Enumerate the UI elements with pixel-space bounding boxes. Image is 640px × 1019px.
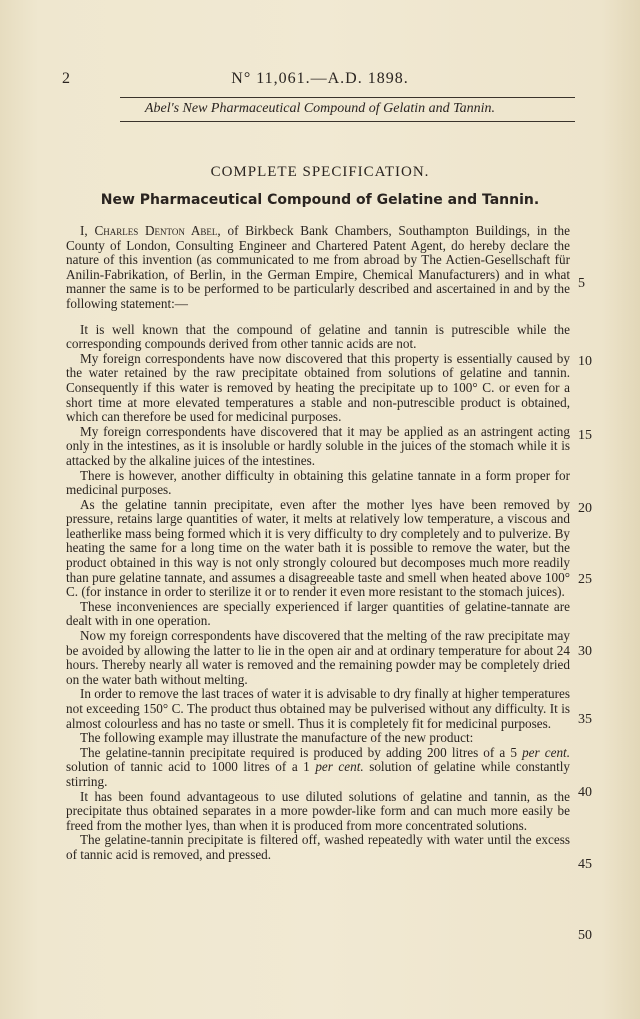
paragraph-5: There is however, another difficulty in obtaining this gelatine tannate in a form proper for medicinal purposes. xyxy=(66,467,570,498)
line-number: 40 xyxy=(578,785,592,800)
line-number: 20 xyxy=(578,501,592,516)
line-number: 15 xyxy=(578,428,592,443)
paragraph-4: My foreign correspondents have discovered that it may be applied as an astringent acting only in the intestines, as it is insoluble or hardly soluble in the juices of the stomach while it is attacked by the alkaline juices of the intestines. xyxy=(66,423,570,468)
body-text xyxy=(66,224,570,863)
paragraph-13: The gelatine-tannin precipitate is filtered off, washed repeatedly with water until the excess of tannic acid is removed, and pressed. xyxy=(66,832,570,862)
line-number: 45 xyxy=(578,857,592,872)
line-number: 5 xyxy=(578,276,585,291)
running-title: Abel's New Pharmaceutical Compound of Gelatin and Tannin. xyxy=(144,101,496,116)
paragraph-6: As the gelatine tannin precipitate, even after the mother lyes have been removed by pressure, retains large quantities of water, it melts at relatively low temperature, a viscous and leatherlike mass being formed which it is very difficulty to dry completely and to pulverize. By heating the same for a long time on the water bath it is possible to remove the water, but the product obtained in this way is not only strongly coloured but decomposes much more readily than pure gelatine tannate, and assumes a disagreeable taste and smell when heated above 100° C. (for instance in order to sterilize it or to render it even more resistant to the stomach juices). xyxy=(66,496,570,600)
inventor-name: Charles Denton Abel xyxy=(94,223,218,238)
header-rule-bottom xyxy=(120,121,575,122)
paragraph-7: These inconveniences are specially experienced if larger quantities of gelatine-tannate are dealt with in one operation. xyxy=(66,598,570,629)
paragraph-3: My foreign correspondents have now discovered that this property is essentially caused by the water retained by the raw precipitate obtained from solutions of gelatine and tannin. Consequently if this water is removed by heating the precipitate up to 100° C. or even for a short time at more elevated temperatures a stable and non-putrescible product is obtained, which can therefore be used for medicinal purposes. xyxy=(66,350,570,425)
spec-heading: COMPLETE SPECIFICATION. xyxy=(210,164,430,180)
paragraph-11: The gelatine-tannin precipitate required is produced by adding 200 litres of a 5 per cent. solution of tannic acid to 1000 litres of a 1 per cent. solution of gelatine while constantly stirring. xyxy=(66,744,571,789)
paragraph-2: It is well known that the compound of gelatine and tannin is putrescible while the corresponding compounds derived from other tannic acids are not. xyxy=(66,321,570,352)
patent-number: N° 11,061.—A.D. 1898. xyxy=(231,70,409,87)
line-number: 25 xyxy=(578,572,592,587)
line-number: 30 xyxy=(578,644,592,659)
paragraph-12: It has been found advantageous to use diluted solutions of gelatine and tannin, as the precipitate thus obtained separates in a more powder-like form and can much more easily be freed from the mother lyes, than when it is produced from more concentrated solutions. xyxy=(66,788,570,833)
page-header xyxy=(0,70,640,94)
page-number: 2 xyxy=(62,70,70,87)
line-number: 50 xyxy=(578,928,592,943)
document-title: New Pharmaceutical Compound of Gelatine and Tannin. xyxy=(100,192,540,208)
paragraph-9: In order to remove the last traces of water it is advisable to dry finally at higher temperatures not exceeding 150° C. The product thus obtained may be pulverised without any difficulty. It is almost colourless and has no taste or smell. Thus it is completely fit for medicinal purposes. xyxy=(66,686,570,731)
paragraph-10: The following example may illustrate the manufacture of the new product: xyxy=(80,730,474,746)
line-number: 35 xyxy=(578,712,592,727)
header-rule-top xyxy=(120,97,575,98)
paragraph-8: Now my foreign correspondents have discovered that the melting of the raw precipitate may be avoided by allowing the latter to lie in the open air and at ordinary temperature for about 24 hours. Thereby nearly all water is removed and the remaining powder may be completely dried on the water bath without melting. xyxy=(66,628,570,687)
line-number: 10 xyxy=(578,354,592,369)
paragraph-1: I, Charles Denton Abel, of Birkbeck Bank Chambers, Southampton Buildings, in the County of London, Consulting Engineer and Chartered Patent Agent, do hereby declare the nature of this invention (as communicated to me from abroad by The Actien-Gesellschaft für Anilin-Fabrikation, of Berlin, in the German Empire, Chemical Manufacturers) and in what manner the same is to be performed to be particularly described and ascertained in and by the following statement:— xyxy=(66,223,570,311)
